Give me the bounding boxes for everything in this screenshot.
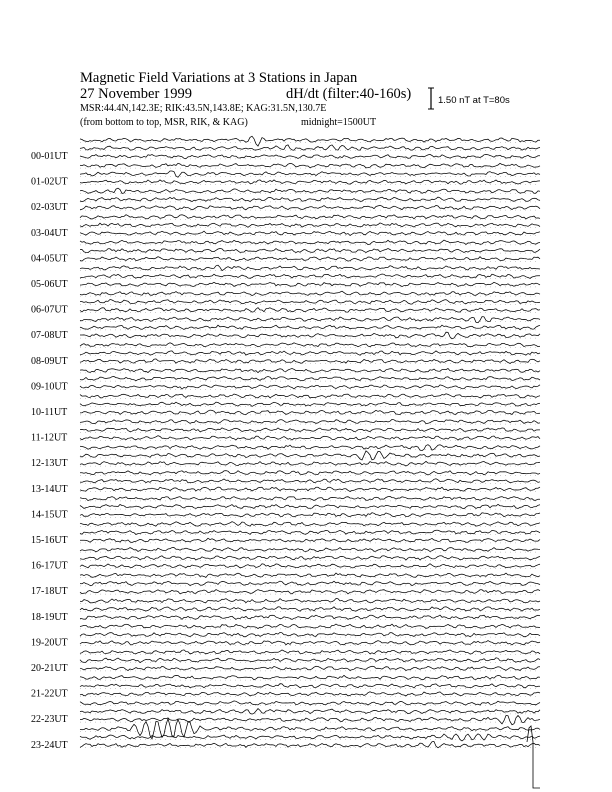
trace-rik (80, 351, 540, 355)
trace-rik (80, 504, 540, 508)
trace-msr (80, 716, 540, 725)
panel-09-10ut (31, 369, 540, 393)
trace-msr (80, 692, 540, 696)
trace-rik (80, 734, 540, 741)
panel-label: 22-23UT (31, 714, 68, 726)
trace-kag (80, 240, 540, 245)
trace-rik (80, 300, 540, 305)
panel-label: 08-09UT (31, 355, 68, 367)
trace-rik (80, 607, 540, 611)
trace-msr (80, 180, 540, 184)
trace-kag (80, 188, 540, 193)
panel-17-18ut (31, 573, 540, 597)
trace-rik (80, 274, 540, 278)
panel-label: 00-01UT (31, 151, 68, 162)
trace-msr (80, 205, 540, 209)
trace-msr (80, 332, 540, 339)
trace-kag (80, 265, 540, 270)
trace-kag (80, 471, 540, 475)
panel-label: 14-15UT (31, 509, 68, 521)
trace-rik (80, 145, 540, 150)
trace-kag (80, 522, 540, 526)
trace-rik (80, 428, 540, 432)
panel-label: 13-14UT (31, 483, 68, 495)
chart-date: 27 November 1999 (80, 86, 192, 102)
panel-label: 19-20UT (31, 637, 68, 649)
panel-05-06ut (31, 265, 540, 290)
trace-kag (80, 343, 540, 347)
trace-msr (80, 257, 540, 261)
trace-rik (80, 249, 540, 253)
panel-label: 09-10UT (31, 381, 68, 393)
trace-kag (80, 650, 540, 654)
trace-msr (80, 564, 540, 568)
trace-rik (80, 658, 540, 663)
trace-msr (80, 513, 540, 517)
panel-14-15ut (31, 496, 540, 520)
trace-msr (80, 410, 540, 414)
trace-rik (80, 530, 540, 534)
station-order-note: (from bottom to top, MSR, RIK, & KAG) (80, 117, 248, 128)
chart-title: Magnetic Field Variations at 3 Stations in Japan (80, 70, 358, 86)
panel-label: 12-13UT (31, 458, 68, 470)
trace-msr (80, 436, 540, 440)
trace-msr (80, 385, 540, 389)
trace-msr (80, 666, 540, 670)
trace-kag (80, 215, 540, 219)
scale-bar-label: 1.50 nT at T=80s (438, 95, 510, 106)
spike-trace (527, 726, 540, 788)
trace-rik (80, 581, 540, 586)
panel-12-13ut (31, 445, 540, 470)
panel-label: 07-08UT (31, 330, 68, 342)
trace-rik (80, 223, 540, 227)
trace-msr (80, 615, 540, 619)
trace-kag (80, 599, 540, 603)
trace-rik (80, 479, 540, 483)
trace-msr (80, 154, 540, 158)
filter-label: dH/dt (filter:40-160s) (286, 86, 412, 102)
panel-label: 01-02UT (31, 176, 68, 188)
panel-23-24ut (31, 719, 540, 751)
trace-msr (80, 282, 540, 286)
panel-label: 21-22UT (31, 688, 68, 700)
trace-kag (80, 573, 540, 577)
panel-06-07ut (31, 291, 540, 315)
trace-msr (80, 231, 540, 235)
panel-10-11ut (31, 394, 540, 418)
panel-04-05ut (31, 240, 540, 264)
panel-label: 03-04UT (31, 227, 68, 239)
trace-kag (80, 719, 540, 739)
trace-rik (80, 325, 540, 329)
trace-rik (80, 684, 540, 688)
panel-label: 16-17UT (31, 560, 68, 572)
panel-19-20ut (31, 624, 540, 648)
panel-03-04ut (31, 215, 540, 239)
panel-08-09ut (31, 343, 540, 367)
panel-15-16ut (31, 522, 540, 546)
trace-msr (80, 359, 540, 364)
panel-label: 18-19UT (31, 611, 68, 623)
trace-rik (80, 402, 540, 406)
panel-07-08ut (31, 317, 540, 342)
trace-msr (80, 742, 540, 748)
panel-22-23ut (31, 701, 540, 725)
panel-label: 05-06UT (31, 279, 68, 290)
panel-00-01ut (31, 136, 540, 162)
panel-label: 02-03UT (31, 202, 68, 214)
panel-label: 15-16UT (31, 535, 68, 546)
trace-rik (80, 451, 540, 460)
panel-02-03ut (31, 188, 540, 213)
panel-11-12ut (31, 419, 540, 443)
trace-msr (80, 538, 540, 542)
trace-rik (80, 197, 540, 202)
trace-kag (80, 291, 540, 295)
panel-label: 06-07UT (31, 304, 68, 316)
trace-kag (80, 163, 540, 168)
panel-18-19ut (31, 599, 540, 623)
panel-16-17ut (31, 547, 540, 571)
panel-label: 23-24UT (31, 739, 68, 751)
panel-label: 17-18UT (31, 586, 68, 598)
trace-msr (80, 590, 540, 594)
station-coordinates: MSR:44.4N,142.3E; RIK:43.5N,143.8E; KAG:31.5N,130.7E (80, 103, 327, 114)
trace-msr (80, 461, 540, 466)
panel-label: 20-21UT (31, 663, 68, 674)
trace-kag (80, 547, 540, 551)
trace-rik (80, 632, 540, 636)
trace-kag (80, 419, 540, 423)
panel-13-14ut (31, 471, 540, 495)
scale-bar (428, 88, 434, 109)
panel-01-02ut (31, 163, 540, 187)
panel-21-22ut (31, 675, 540, 699)
trace-kag (80, 675, 540, 679)
trace-kag (80, 624, 540, 628)
panel-label: 04-05UT (31, 253, 68, 265)
panel-label: 10-11UT (31, 407, 68, 418)
trace-kag (80, 701, 540, 705)
trace-kag (80, 369, 540, 373)
panel-20-21ut (31, 650, 540, 674)
trace-msr (80, 487, 540, 491)
trace-msr (80, 641, 540, 645)
trace-rik (80, 377, 540, 381)
panel-label: 11-12UT (31, 432, 68, 444)
trace-rik (80, 556, 540, 560)
midnight-note: midnight=1500UT (301, 117, 377, 128)
trace-rik (80, 709, 540, 715)
trace-kag (80, 136, 540, 146)
trace-kag (80, 496, 540, 500)
trace-kag (80, 394, 540, 398)
trace-msr (80, 308, 540, 313)
